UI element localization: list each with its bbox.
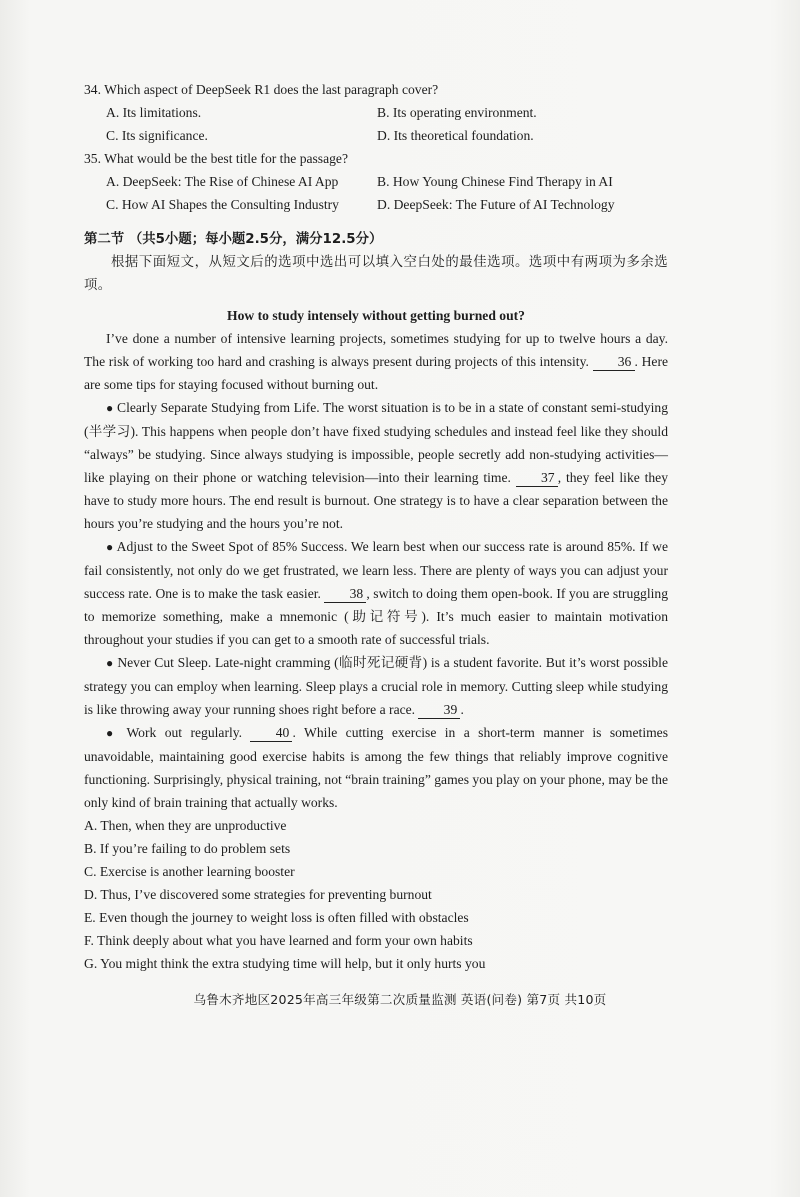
option-34-b: B. Its operating environment. — [377, 105, 537, 120]
bullet-icon: ● — [106, 656, 114, 670]
question-34: 34. Which aspect of DeepSeek R1 does the last paragraph cover? — [84, 82, 439, 97]
passage-paragraph-1: I’ve done a number of intensive learning projects, sometimes studying for up to twelve hours a day. The risk of working too hard and crashing is always present during projects of this intensity. 36 . Here are some tips for staying focused without burning out. — [84, 331, 668, 392]
question-34-options — [84, 101, 668, 147]
bullet-icon: ● — [106, 540, 114, 554]
blank-36[interactable]: 36 — [593, 354, 635, 371]
choice-g: G. You might think the extra studying time will help, but it only hurts you — [84, 956, 486, 971]
passage-title: How to study intensely without getting burned out? — [227, 308, 525, 323]
option-35-a: A. DeepSeek: The Rise of Chinese AI App — [106, 174, 339, 189]
question-35-options — [84, 170, 668, 216]
option-35-c: C. How AI Shapes the Consulting Industry — [106, 197, 339, 212]
passage-paragraph-4: ● Never Cut Sleep. Late-night cramming (临时死记硬背) is a student favorite. But it’s worst possible strategy you can employ when learning. Sleep plays a crucial role in memory. Cutting sleep while studying is like throwing away your running shoes right before a race. 39 . — [84, 655, 668, 717]
option-34-a: A. Its limitations. — [106, 105, 202, 120]
passage-paragraph-2: ● Clearly Separate Studying from Life. The worst situation is to be in a state of constant semi-studying (半学习). This happens when people don’t have fixed studying schedules and instead feel like they should “always” be studying. Since always studying is impossible, people secretly add non-studying activities—like playing on their phone or watching television—into their learning time. 37 , they feel like they have to study more hours. The end result is burnout. One strategy is to have a clear separation between the hours you’re studying and the hours you’re not. — [84, 400, 668, 531]
page-footer: 乌鲁木齐地区2025年高三年级第二次质量监测 英语(问卷) 第7页 共10页 — [193, 992, 607, 1007]
bullet-icon: ● — [106, 726, 119, 740]
option-34-c: C. Its significance. — [106, 128, 208, 143]
choice-c: C. Exercise is another learning booster — [84, 864, 295, 879]
blank-39[interactable]: 39 — [418, 702, 460, 719]
question-35: 35. What would be the best title for the passage? — [84, 151, 348, 166]
section-heading: 第二节 （共5小题；每小题2.5分，满分12.5分） — [84, 232, 383, 247]
blank-37[interactable]: 37 — [516, 470, 558, 487]
passage-paragraph-5: ● Work out regularly. 40 . While cutting exercise in a short-term manner is sometimes unavoidable, maintaining good exercise habits is among the few things that reliably improve cognitive functioning. Surprisingly, physical training, not “brain training” games you play on your phone, may be the only kind of brain training that actually works. — [84, 725, 668, 810]
blank-38[interactable]: 38 — [324, 586, 366, 603]
bullet-icon: ● — [106, 401, 114, 415]
choice-b: B. If you’re failing to do problem sets — [84, 841, 291, 856]
page-content — [84, 78, 668, 975]
choice-a: A. Then, when they are unproductive — [84, 818, 287, 833]
choice-d: D. Thus, I’ve discovered some strategies for preventing burnout — [84, 887, 432, 902]
option-34-d: D. Its theoretical foundation. — [377, 128, 534, 143]
section-instructions: 根据下面短文，从短文后的选项中选出可以填入空白处的最佳选项。选项中有两项为多余选项。 — [84, 255, 668, 293]
choice-f: F. Think deeply about what you have learned and form your own habits — [84, 933, 473, 948]
blank-40[interactable]: 40 — [250, 725, 292, 742]
option-35-d: D. DeepSeek: The Future of AI Technology — [377, 197, 615, 212]
choice-e: E. Even though the journey to weight loss is often filled with obstacles — [84, 910, 469, 925]
passage-paragraph-3: ● Adjust to the Sweet Spot of 85% Success. We learn best when our success rate is around 85%. If we fail consistently, not only do we get frustrated, we learn less. There are plenty of ways you can adjust your success rate. One is to make the task easier. 38 , switch to doing them open-book. If you are struggling to memorize something, make a mnemonic (助记符号). It’s much easier to maintain motivation throughout your studies if you can get to a smooth rate of successful trials. — [84, 539, 669, 647]
option-35-b: B. How Young Chinese Find Therapy in AI — [377, 174, 613, 189]
